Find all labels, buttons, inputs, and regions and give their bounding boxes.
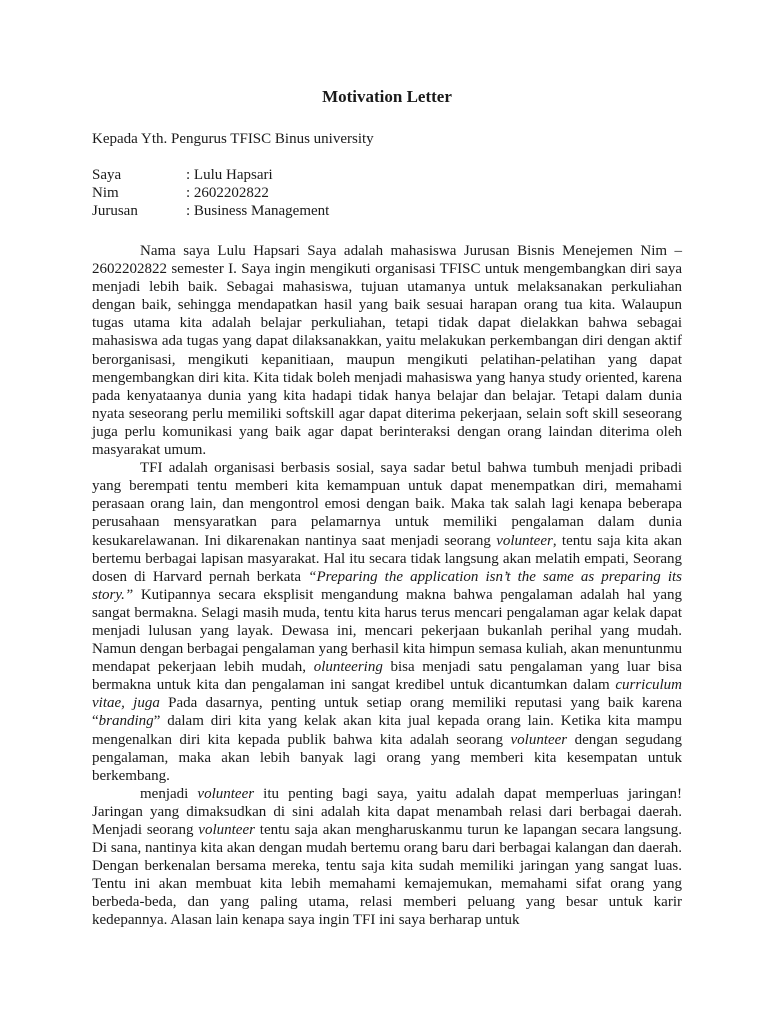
italic-text: olunteering (313, 659, 383, 676)
italic-text: volunteer (197, 785, 255, 802)
italic-text: volunteer (198, 822, 255, 838)
body-text: Nama saya Lulu Hapsari Saya adalah mahasiswa Jurusan Bisnis Menejemen Nim – 2602202822 semester I. Saya ingin mengikuti organisasi TFISC untuk mengembangkan diri saya menjadi lebih baik. Sebagai mahasiswa, tujuan utamanya untuk melaksanakan perkuliahan dengan baik, sehingga mendapatkan hasil yang baik sesuai harapan orang tua kita. Walaupun tugas utama kita adalah belajar perkuliahan, tetapi tidak dapat dielakkan bahwa sebagai mahasiswa ada tugas yang dapat dilaksanakkan, yaitu melakukan perkembangan diri dengan aktif berorganisasi, mengikuti kepanitiaan, maupun mengikuti pelatihan-pelatihan yang dapat mengembangkan diri kita. Kita tidak boleh menjadi mahasiswa yang hanya study oriented, karena pada kenyataanya dunia yang kita hadapi tidak hanya belajar dan belajar. Tetapi dalam dunia nyata seseorang perlu memiliki softskill agar dapat diterima pekerjaan, selain soft skill seseorang juga perlu komunikasi yang baik agar dapat berinteraksi dengan orang laindan diterima oleh masyarakat umum. (92, 243, 682, 459)
letter-body (92, 242, 682, 930)
personal-info (92, 166, 682, 220)
body-text: menjadi (140, 785, 198, 802)
italic-text: volunteer (496, 532, 553, 549)
body-paragraph (92, 785, 682, 930)
italic-text: branding (98, 713, 154, 730)
italic-text: volunteer (510, 731, 568, 748)
body-text: TFI adalah organisasi berbasis sosial, saya sadar betul bahwa tumbuh menjadi pribadi yang berempati tentu memberi kita kemampuan untuk dapat menempatkan diri, memahami perasaan orang lain, dan mengontrol emosi dengan baik. Maka tak salah lagi kenapa beberapa perusahaan mensyaratkan para pelamarnya untuk memiliki pengalaman dalam dunia kesukarelawanan. Ini dikarenakan nantinya saat menjadi seorang (92, 460, 682, 549)
body-text: dengan segudang pengalaman, maka akan lebih banyak lagi orang yang memberi kita kesempatan untuk berkembang. (92, 731, 683, 784)
info-label: Nim (92, 185, 119, 201)
body-text: tentu saja akan mengharuskanmu turun ke lapangan secara langsung. Di sana, nantinya kita akan dengan mudah bertemu orang baru dari berbagai kalangan dan daerah. Dengan berkenalan bersama mereka, tentu saja kita sudah memiliki jaringan yang sangat luas. Tentu ini akan membuat kita lebih memahami kemajemukan, memahami sifat orang yang berbeda-beda, dan yang paling utama, relasi memberi peluang yang besar untuk karir kedepannya. Alasan lain kenapa saya ingin TFI ini saya berharap untuk (92, 822, 682, 929)
info-label: Saya (92, 167, 122, 183)
body-paragraph (92, 242, 682, 459)
info-value: : 2602202822 (186, 185, 269, 201)
info-label: Jurusan (92, 203, 138, 219)
info-value: : Business Management (186, 203, 330, 219)
italic-text: “Preparing the application isn’t the same as preparing its story.” (92, 568, 683, 603)
body-text: Kutipannya secara eksplisit mengandung makna bahwa pengalaman adalah hal yang sangat bermakna. Selagi masih muda, tentu kita harus terus mencari pengalaman agar kelak dapat menjadi lulusan yang layak. Dewasa ini, mencari pekerjaan bukanlah perihal yang mudah. Namun dengan berbagai pengalaman yang berhasil kita himpun semasa kuliah, akan menuntunmu mendapat pekerjaan lebih mudah, (92, 586, 682, 676)
body-text: Pada dasarnya, penting untuk setiap orang memiliki reputasi yang baik karena “ (92, 695, 682, 730)
letter-title: Motivation Letter (322, 87, 452, 106)
body-text: , tentu saja kita akan bertemu berbagai lapisan masyarakat. Hal itu secara tidak langsung akan melatih empati, Seorang dosen di Harvard pernah berkata (92, 532, 683, 585)
body-text: bisa menjadi satu pengalaman yang luar bisa bermakna untuk kita dan pengalaman ini sangat kredibel untuk dicantumkan dalam (92, 659, 682, 694)
info-row-nim (92, 184, 682, 202)
recipient-line: Kepada Yth. Pengurus TFISC Binus university (92, 131, 374, 147)
info-row-major (92, 202, 682, 220)
italic-text: curriculum vitae, juga (92, 677, 682, 712)
body-text: itu penting bagi saya, yaitu adalah dapat memperluas jaringan! Jaringan yang dimaksudkan di sini adalah kita dapat menambah relasi dari berbagai daerah. Menjadi seorang (92, 785, 683, 838)
info-value: : Lulu Hapsari (186, 167, 273, 183)
info-row-name (92, 166, 682, 184)
body-paragraph (92, 459, 682, 785)
body-text: ” dalam diri kita yang kelak akan kita jual kepada orang lain. Ketika kita mampu mengenalkan diri kita kepada publik bahwa kita adalah seorang (92, 713, 682, 748)
